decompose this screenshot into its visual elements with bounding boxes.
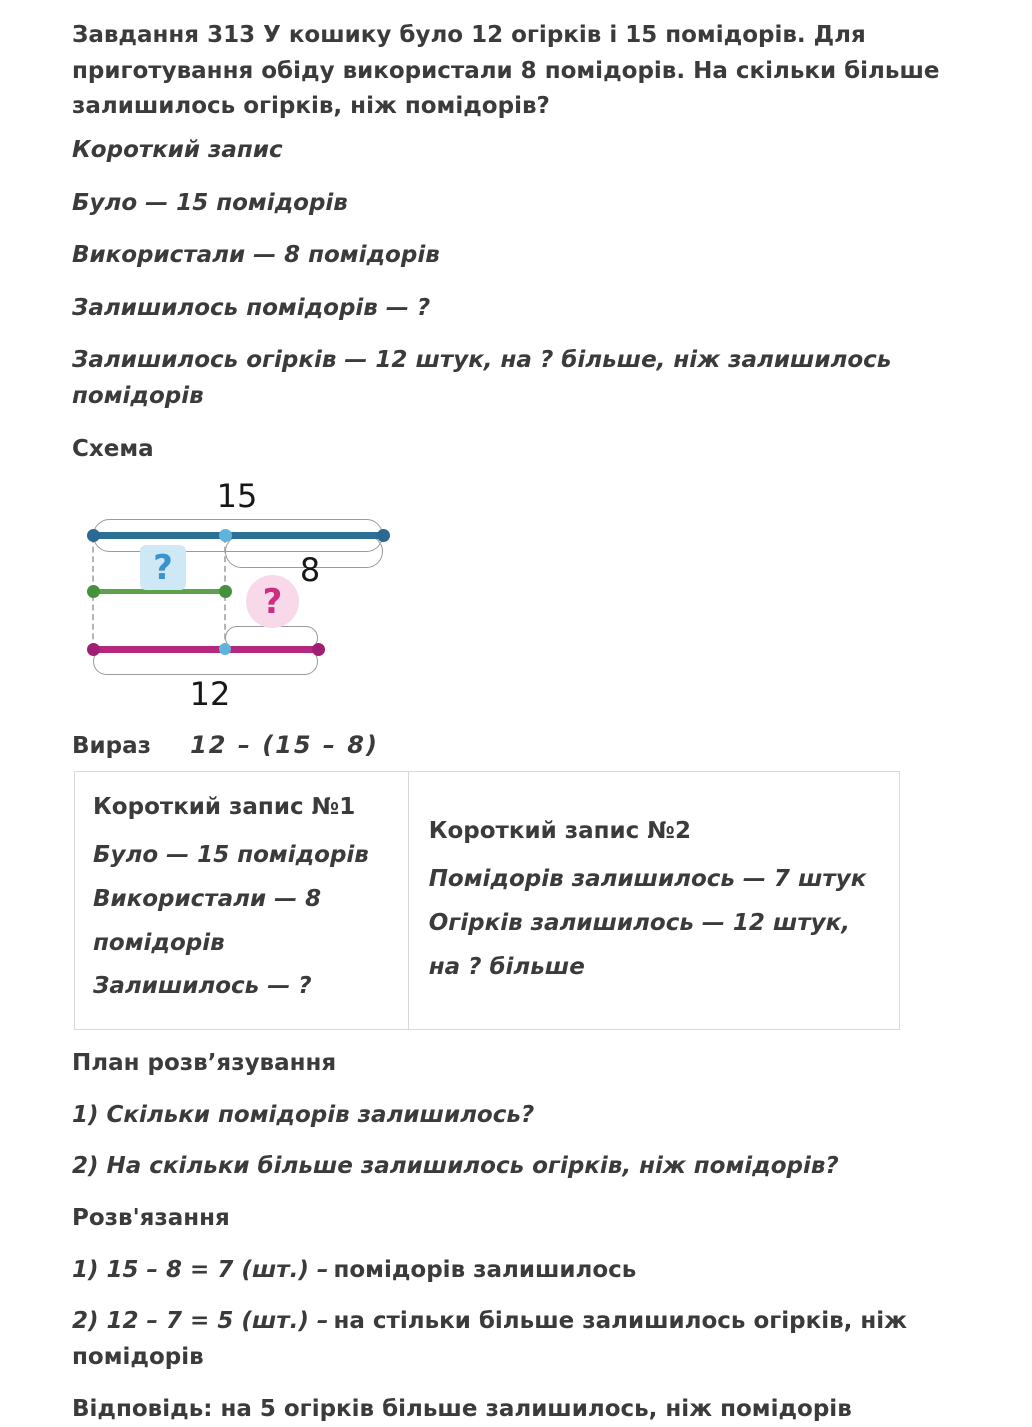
solution-step: [72, 1304, 972, 1375]
short-record-1-line: Залишилось — ?: [93, 973, 312, 1000]
plan-item: 1) Скільки помідорів залишилось?: [72, 1101, 535, 1128]
schema-heading: Схема: [72, 435, 154, 462]
solution-step-expression: 2) 12 – 7 = 5 (шт.) –: [72, 1308, 329, 1335]
answer-line: Відповідь: на 5 огірків більше залишилось, ніж помідорів: [72, 1395, 852, 1422]
short-record-line: Було — 15 помідорів: [72, 189, 348, 216]
expression-row: [72, 731, 972, 759]
expression-label: Вираз: [72, 733, 151, 760]
plan-item: 2) На скільки більше залишилось огірків, ніж помідорів?: [72, 1153, 839, 1180]
remaining-tomatoes-question-marker: ?: [140, 545, 186, 590]
short-record-2-title: Короткий запис №2: [428, 818, 691, 845]
short-record-title: Короткий запис: [72, 136, 283, 163]
solution-step-description: на стільки більше залишилось огірків, ніж помідорів: [72, 1308, 908, 1370]
short-record-2-line: Помідорів залишилось — 7 штук: [428, 866, 867, 893]
solution-step-description: помідорів залишилось: [333, 1256, 637, 1283]
short-record-line: Залишилось огірків — 12 штук, на ? більше, ніж залишилось помідорів: [72, 347, 892, 410]
difference-question-marker: ?: [246, 575, 299, 628]
short-record-1-title: Короткий запис №1: [93, 794, 356, 821]
short-record-1-line: Було — 15 помідорів: [93, 842, 369, 869]
short-record-1-cell: [75, 772, 409, 1030]
short-record-line: Залишилось помідорів — ?: [72, 294, 431, 321]
green-bar-right-dot: [219, 585, 232, 598]
short-record-1-line: Використали — 8 помідорів: [93, 886, 322, 956]
tomatoes-bar-right-dot: [377, 529, 390, 542]
tomatoes-bar: [93, 532, 383, 539]
green-bar-left-dot: [87, 585, 100, 598]
cucumbers-bar-right-dot: [312, 643, 325, 656]
short-record-2-line: Огірків залишилось — 12 штук, на ? більше: [428, 910, 850, 980]
used-tomatoes-label: 8: [299, 551, 321, 590]
bar-model-diagram: [90, 477, 520, 723]
problem-statement: Завдання 313 У кошику було 12 огірків і 15 помідорів. Для приготування обіду використали 8 помідорів. На скільки більше залишилось огірків, ніж помідорів?: [72, 22, 940, 120]
solution-title: Розв'язання: [72, 1205, 230, 1232]
short-record-2-cell: [408, 772, 899, 1030]
expression-value: 12 – (15 – 8): [190, 731, 379, 760]
short-record-line: Використали — 8 помідорів: [72, 242, 440, 269]
total-cucumbers-label: 12: [189, 675, 231, 714]
remaining-tomatoes-bar: [93, 589, 225, 594]
solution-step-expression: 1) 15 – 8 = 7 (шт.) –: [72, 1256, 329, 1283]
solution-step: [72, 1253, 972, 1289]
short-records-table: [74, 771, 900, 1030]
cucumbers-bar: [93, 646, 318, 653]
table-row: [75, 772, 900, 1030]
plan-title: План розв’язування: [72, 1050, 337, 1077]
plan-solution-block: [72, 1046, 972, 1427]
total-tomatoes-label: 15: [216, 477, 258, 516]
